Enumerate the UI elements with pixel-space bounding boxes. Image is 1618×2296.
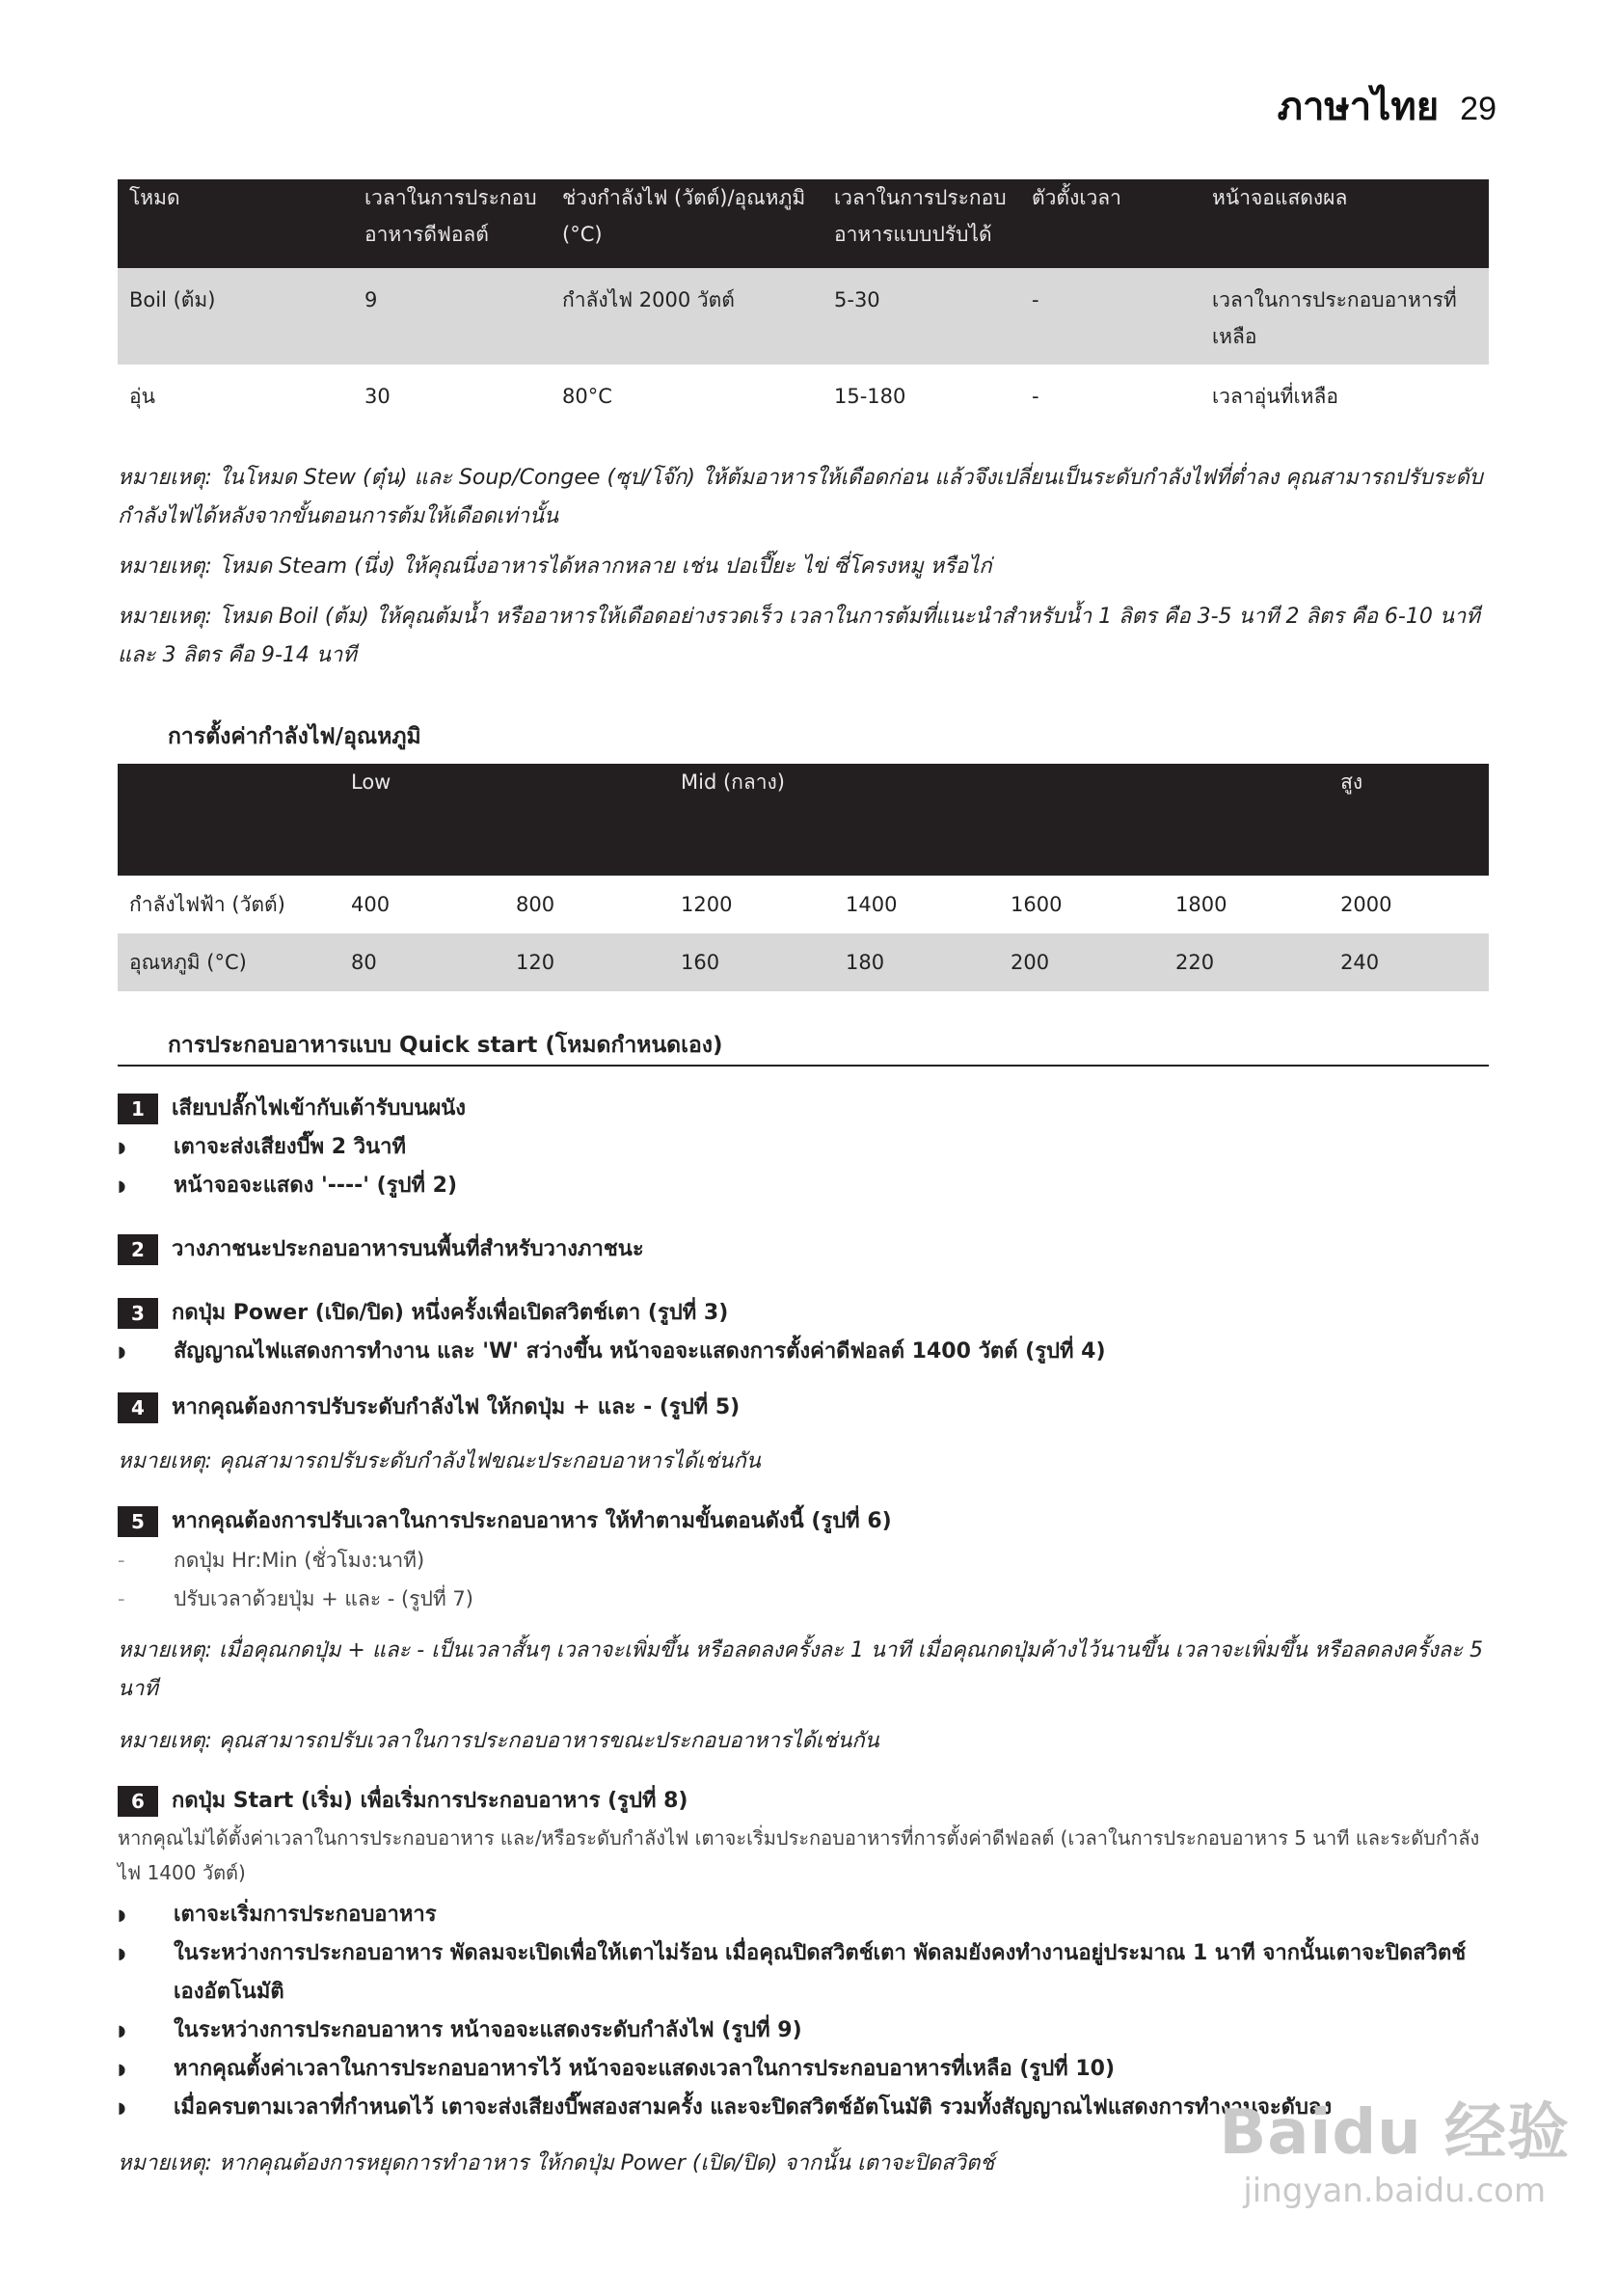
bullet-arrow-icon: ◗	[118, 1138, 126, 1156]
table-cell: 120	[504, 933, 669, 991]
row-label: กำลังไฟฟ้า (วัตต์)	[129, 893, 285, 916]
step-number-badge: 6	[118, 1786, 158, 1817]
table-cell: 9	[353, 268, 551, 365]
quick-start-heading	[118, 1026, 1489, 1067]
table-cell: เวลาอุ่นที่เหลือ	[1212, 385, 1338, 408]
col-header: โหมด	[118, 179, 353, 268]
table-cell: Boil (ต้ม)	[118, 268, 353, 365]
table-cell: 1400	[846, 893, 898, 916]
dash-marker: -	[118, 1549, 125, 1572]
bullet-arrow-icon: ◗	[118, 1342, 126, 1361]
bullet-text: ในระหว่างการประกอบอาหาร หน้าจอจะแสดงระดับกำลังไฟ (รูปที่ 9)	[174, 2018, 802, 2042]
step-5	[118, 1502, 1489, 1541]
power-table	[118, 764, 1489, 991]
step-6-description: หากคุณไม่ได้ตั้งค่าเวลาในการประกอบอาหาร และ/หรือระดับกำลังไฟ เตาจะเริ่มประกอบอาหารที่การตั้งค่าดีฟอลต์ (เวลาในการประกอบอาหาร 5 นาที และระดับกำลังไฟ 1400 วัตต์)	[118, 1826, 1480, 1884]
row-label: อุณหภูมิ (°C)	[118, 933, 339, 991]
bullet-text: สัญญาณไฟแสดงการทำงาน และ 'W' สว่างขึ้น หน้าจอจะแสดงการตั้งค่าดีฟอลต์ 1400 วัตต์ (รูปที่ 4)	[174, 1339, 1106, 1364]
table-cell: 80	[339, 933, 504, 991]
list-item	[118, 1896, 1489, 1934]
list-item	[118, 1128, 1489, 1167]
col-header: ตัวตั้งเวลา	[1020, 179, 1200, 268]
step-text: หากคุณต้องการปรับระดับกำลังไฟ ให้กดปุ่ม + และ - (รูปที่ 5)	[172, 1395, 741, 1419]
level-high-header: สูง	[1329, 764, 1489, 876]
note-step-5a: หมายเหตุ: เมื่อคุณกดปุ่ม + และ - เป็นเวลาสั้นๆ เวลาจะเพิ่มขึ้น หรือลดลงครั้งละ 1 นาที เมื่อคุณกดปุ่มค้างไว้นานขึ้น เวลาจะเพิ่มขึ้น หรือลดลงครั้งละ 5 นาที	[118, 1638, 1483, 1701]
level-mid-header: Mid (กลาง)	[669, 764, 1329, 876]
page-number: 29	[1460, 91, 1497, 127]
table-row	[118, 933, 1489, 991]
table-header-row	[118, 179, 1489, 268]
table-cell: 200	[999, 933, 1164, 991]
list-item	[118, 2012, 1489, 2050]
watermark-brand: Baidu 经验	[1219, 2097, 1570, 2169]
bullet-text: ในระหว่างการประกอบอาหาร พัดลมจะเปิดเพื่อให้เตาไม่ร้อน เมื่อคุณปิดสวิตช์เตา พัดลมยังคงทำงานอยู่ประมาณ 1 นาที จากนั้นเตาจะปิดสวิตช์เองอัตโนมัติ	[174, 1941, 1467, 2004]
table-row	[118, 365, 1489, 424]
page-content	[118, 179, 1489, 2183]
table-cell: -	[1032, 385, 1039, 408]
list-item	[118, 1333, 1489, 1371]
language-title: ภาษาไทย	[1277, 84, 1440, 129]
table-cell: 160	[669, 933, 834, 991]
step-3	[118, 1294, 1489, 1333]
table-cell: 180	[834, 933, 999, 991]
table-cell: 800	[516, 893, 555, 916]
bullet-arrow-icon: ◗	[118, 2060, 126, 2078]
step-text: กดปุ่ม Start (เริ่ม) เพื่อเริ่มการประกอบอาหาร (รูปที่ 8)	[172, 1789, 688, 1813]
step-text: วางภาชนะประกอบอาหารบนพื้นที่สำหรับวางภาชนะ	[172, 1237, 644, 1261]
bullet-text: หากคุณตั้งค่าเวลาในการประกอบอาหารไว้ หน้าจอจะแสดงเวลาในการประกอบอาหารที่เหลือ (รูปที่ 10)	[174, 2057, 1115, 2081]
step-number-badge: 4	[118, 1392, 158, 1423]
bullet-text: เตาจะเริ่มการประกอบอาหาร	[174, 1903, 437, 1927]
col-header: เวลาในการประกอบอาหารแบบปรับได้	[822, 179, 1020, 268]
list-item	[118, 1167, 1489, 1205]
table-cell: -	[1020, 268, 1200, 365]
table-cell: 1200	[681, 893, 733, 916]
table-cell: 400	[351, 893, 391, 916]
table-cell: 240	[1329, 933, 1489, 991]
level-low-header: Low	[339, 764, 669, 876]
power-section-title: การตั้งค่ากำลังไฟ/อุณหภูมิ	[168, 724, 421, 749]
table-cell: กำลังไฟ 2000 วัตต์	[551, 268, 822, 365]
table-cell: 15-180	[834, 385, 906, 408]
list-item	[118, 1580, 1489, 1618]
col-header: หน้าจอแสดงผล	[1200, 179, 1489, 268]
step-text: กดปุ่ม Power (เปิด/ปิด) หนึ่งครั้งเพื่อเปิดสวิตช์เตา (รูปที่ 3)	[172, 1301, 729, 1325]
col-header: เวลาในการประกอบอาหารดีฟอลต์	[353, 179, 551, 268]
dash-text: ปรับเวลาด้วยปุ่ม + และ - (รูปที่ 7)	[174, 1587, 473, 1610]
bullet-text: เมื่อครบตามเวลาที่กำหนดไว้ เตาจะส่งเสียงบี๊พสองสามครั้ง และจะปิดสวิตช์อัตโนมัติ รวมทั้งสัญญาณไฟแสดงการทำงานจะดับลง	[174, 2095, 1333, 2120]
table-cell: 2000	[1340, 893, 1392, 916]
bullet-arrow-icon: ◗	[118, 1905, 126, 1924]
note-steam: หมายเหตุ: โหมด Steam (นึ่ง) ให้คุณนึ่งอาหารได้หลากหลาย เช่น ปอเปี๊ยะ ไข่ ซี่โครงหมู หรือไก่	[118, 554, 992, 579]
step-6	[118, 1782, 1489, 1821]
bullet-arrow-icon: ◗	[118, 1176, 126, 1195]
table-row	[118, 268, 1489, 365]
note-boil: หมายเหตุ: โหมด Boil (ต้ม) ให้คุณต้มน้ำ หรืออาหารให้เดือดอย่างรวดเร็ว เวลาในการต้มที่แนะนำสำหรับน้ำ 1 ลิตร คือ 3-5 นาที 2 ลิตร คือ 6-10 นาที และ 3 ลิตร คือ 9-14 นาที	[118, 605, 1480, 667]
table-cell: 30	[364, 385, 391, 408]
col-header: ช่วงกำลังไฟ (วัตต์)/อุณหภูมิ (°C)	[551, 179, 822, 268]
table-cell: 1600	[1011, 893, 1063, 916]
step-2	[118, 1230, 1489, 1269]
step-number-badge: 2	[118, 1234, 158, 1265]
table-cell: 1800	[1175, 893, 1227, 916]
table-cell: 220	[1164, 933, 1329, 991]
table-cell: อุ่น	[129, 385, 155, 408]
mode-table	[118, 179, 1489, 424]
step-text: หากคุณต้องการปรับเวลาในการประกอบอาหาร ให้ทำตามขั้นตอนดังนี้ (รูปที่ 6)	[172, 1509, 892, 1533]
dash-marker: -	[118, 1587, 125, 1610]
bullet-text: หน้าจอจะแสดง '----' (รูปที่ 2)	[174, 1174, 458, 1198]
note-step-4: หมายเหตุ: คุณสามารถปรับระดับกำลังไฟขณะประกอบอาหารได้เช่นกัน	[118, 1449, 761, 1473]
step-number-badge: 3	[118, 1298, 158, 1329]
table-row	[118, 876, 1489, 933]
watermark	[1219, 2083, 1570, 2210]
table-cell: เวลาในการประกอบอาหารที่เหลือ	[1200, 268, 1489, 365]
watermark-url: jingyan.baidu.com	[1243, 2172, 1547, 2210]
col-header-empty	[118, 764, 339, 876]
list-item	[118, 1541, 1489, 1580]
step-number-badge: 1	[118, 1094, 158, 1124]
table-cell: 5-30	[822, 268, 1020, 365]
quick-start-title: การประกอบอาหารแบบ Quick start (โหมดกำหนดเอง)	[168, 1033, 723, 1058]
bullet-arrow-icon: ◗	[118, 2021, 126, 2039]
bullet-text: เตาจะส่งเสียงบี๊พ 2 วินาที	[174, 1135, 406, 1159]
note-step-5b: หมายเหตุ: คุณสามารถปรับเวลาในการประกอบอาหารขณะประกอบอาหารได้เช่นกัน	[118, 1729, 879, 1753]
step-4	[118, 1389, 1489, 1427]
dash-text: กดปุ่ม Hr:Min (ชั่วโมง:นาที)	[174, 1549, 425, 1572]
step-1	[118, 1090, 1489, 1128]
note-step-6: หมายเหตุ: หากคุณต้องการหยุดการทำอาหาร ให้กดปุ่ม Power (เปิด/ปิด) จากนั้น เตาจะปิดสวิตช์	[118, 2151, 995, 2175]
bullet-arrow-icon: ◗	[118, 1944, 126, 1962]
note-stew-soup: หมายเหตุ: ในโหมด Stew (ตุ๋น) และ Soup/Congee (ซุป/โจ๊ก) ให้ต้มอาหารให้เดือดก่อน แล้วจึงเปลี่ยนเป็นระดับกำลังไฟที่ต่ำลง คุณสามารถปรับระดับกำลังไฟได้หลังจากขั้นตอนการต้มให้เดือดเท่านั้น	[118, 466, 1483, 528]
table-header-row	[118, 764, 1489, 876]
bullet-arrow-icon: ◗	[118, 2098, 126, 2117]
step-number-badge: 5	[118, 1506, 158, 1537]
step-text: เสียบปลั๊กไฟเข้ากับเต้ารับบนผนัง	[172, 1096, 467, 1121]
page-header	[1278, 75, 1497, 137]
list-item	[118, 1934, 1489, 2012]
table-cell: 80°C	[562, 385, 612, 408]
